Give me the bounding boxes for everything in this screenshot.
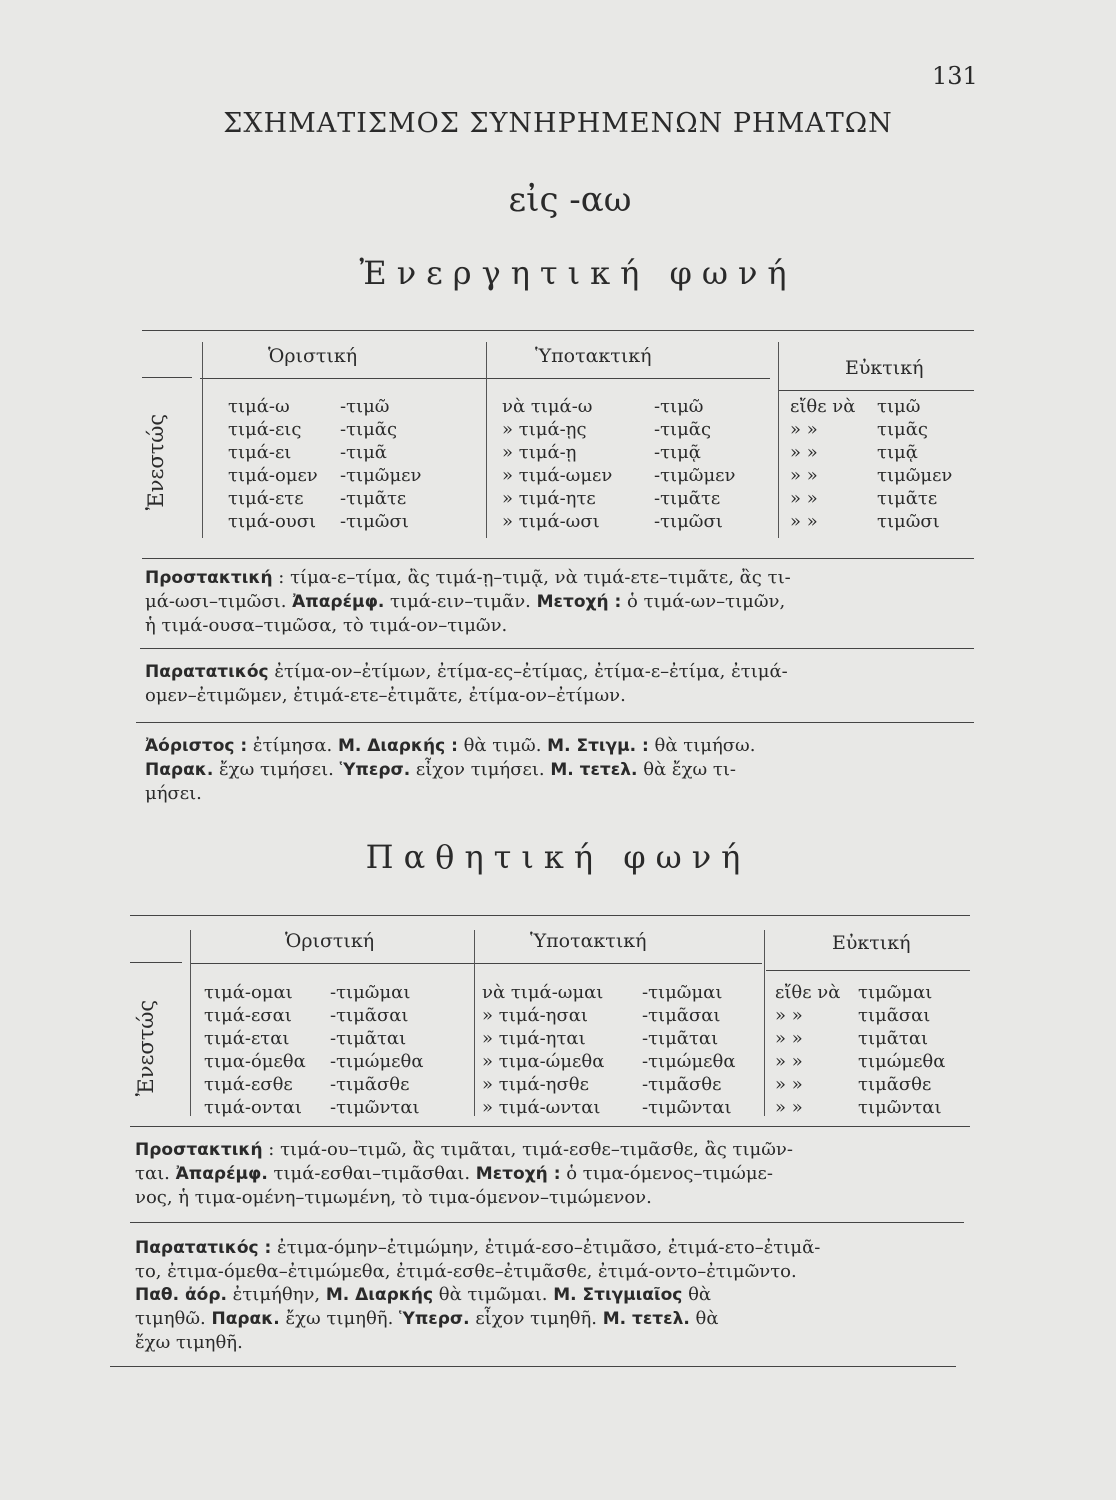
bold-term: Παρατατικός :	[135, 1238, 272, 1258]
active-row-2-opt-form: τιμᾶς	[877, 419, 928, 440]
a-p3-line-2	[145, 758, 755, 782]
text-segment: τιμηθῶ.	[135, 1308, 212, 1329]
passive-col-divider-2	[474, 930, 475, 1116]
bold-term: Ἀόριστος :	[145, 736, 248, 756]
passive-row-2-subj-contract: -τιμᾶσαι	[642, 1005, 721, 1026]
passive-row-6-subj-stem: » τιμά-ωνται	[482, 1097, 601, 1118]
bold-term: Ὑπερσ.	[339, 760, 411, 780]
text-segment: ὁ τιμα-όμενος–τιμώμε-	[560, 1163, 773, 1184]
active-rule-2	[136, 722, 974, 723]
active-row-1-opt-form: τιμῶ	[877, 396, 921, 417]
passive-row-2-opt-prefix: » »	[775, 1005, 803, 1026]
passive-row-6-ind-contract: -τιμῶνται	[330, 1097, 420, 1118]
passive-row-4-subj-contract: -τιμώμεθα	[642, 1051, 736, 1072]
bold-term: Ἀπαρέμφ.	[175, 1164, 268, 1184]
passive-row-5-ind-contract: -τιμᾶσθε	[330, 1074, 410, 1095]
active-row-1-opt-prefix: εἴθε νὰ	[790, 396, 856, 417]
active-row-3-ind-contract: -τιμᾶ	[340, 442, 387, 463]
text-segment: ἐτιμα-όμην–ἐτιμώμην, ἐτιμά-εσο–ἐτιμᾶσο, ἐτιμά-ετο–ἐτιμᾶ-	[271, 1237, 821, 1258]
passive-imperative-infinitive-participle	[135, 1138, 793, 1209]
passive-row-1-ind-stem: τιμά-ομαι	[204, 982, 293, 1003]
active-row-5-opt-prefix: » »	[790, 488, 818, 509]
passive-header-subjunctive: Ὑποτακτική	[530, 930, 647, 952]
bold-term: Παθ. ἀόρ.	[135, 1285, 227, 1305]
passive-header-rule-left	[130, 962, 182, 963]
text-segment: το, ἐτιμα-όμεθα–ἐτιμώμεθα, ἐτιμά-εσθε–ἐτιμᾶσθε, ἐτιμά-οντο–ἐτιμῶντο.	[135, 1261, 797, 1282]
passive-row-5-subj-stem: » τιμά-ησθε	[482, 1074, 589, 1095]
active-row-2-subj-contract: -τιμᾶς	[654, 419, 712, 440]
text-segment: τιμά-ειν–τιμᾶν.	[384, 591, 537, 612]
active-row-1-ind-stem: τιμά-ω	[228, 396, 290, 417]
active-row-1-subj-stem: νὰ τιμά-ω	[502, 396, 593, 417]
text-segment: θὰ ἔχω τι-	[637, 759, 736, 780]
bold-term: Μετοχή :	[475, 1164, 561, 1184]
active-header-optative: Εὐκτική	[845, 357, 924, 379]
active-row-3-opt-form: τιμᾷ	[877, 442, 918, 463]
passive-row-3-opt-form: τιμᾶται	[858, 1028, 929, 1049]
bold-term: Παρακ.	[211, 1309, 280, 1329]
passive-row-3-subj-contract: -τιμᾶται	[642, 1028, 719, 1049]
passive-header-indicative: Ὁριστική	[285, 930, 375, 952]
active-row-5-opt-form: τιμᾶτε	[877, 488, 938, 509]
active-row-4-ind-contract: -τιμῶμεν	[340, 465, 422, 486]
passive-col-divider-3	[764, 930, 765, 1116]
active-imperative-infinitive-participle	[145, 566, 791, 637]
bold-term: Παρακ.	[145, 760, 214, 780]
text-segment: ται.	[135, 1163, 176, 1184]
active-tense-label: Ἐνεστώς	[144, 413, 169, 511]
active-voice-title: Ἐνεργητική φωνή	[359, 254, 797, 292]
a-p3-line-3	[145, 782, 755, 805]
passive-imperfect-aorist-future	[135, 1236, 820, 1354]
passive-row-6-opt-prefix: » »	[775, 1097, 803, 1118]
active-row-3-opt-prefix: » »	[790, 442, 818, 463]
active-row-4-subj-stem: » τιμά-ωμεν	[502, 465, 613, 486]
passive-col-divider-1	[190, 930, 191, 1116]
bold-term: Ἀπαρέμφ.	[292, 592, 385, 612]
active-row-5-ind-stem: τιμά-ετε	[228, 488, 304, 509]
active-row-2-opt-prefix: » »	[790, 419, 818, 440]
active-row-4-subj-contract: -τιμῶμεν	[654, 465, 736, 486]
p-p1-line-2	[135, 1162, 793, 1186]
text-segment: ὁ τιμά-ων–τιμῶν,	[621, 591, 786, 612]
passive-tense-label: Ἐνεστώς	[134, 999, 159, 1097]
text-segment: ἐτιμήθην,	[226, 1284, 326, 1305]
p-p2-line-3	[135, 1283, 820, 1307]
text-segment: νος, ἡ τιμα-ομένη–τιμωμένη, τὸ τιμα-όμενον–τιμώμενον.	[135, 1187, 652, 1208]
passive-row-6-ind-stem: τιμά-ονται	[204, 1097, 302, 1118]
passive-row-1-opt-prefix: εἴθε νὰ	[775, 982, 841, 1003]
text-segment: ομεν–ἐτιμῶμεν, ἐτιμά-ετε–ἐτιμᾶτε, ἐτίμα-ον–ἐτίμων.	[145, 685, 626, 706]
text-segment: θὰ	[689, 1308, 719, 1329]
bold-term: Προστακτική	[135, 1140, 263, 1160]
verb-class-subtitle: εἰς -αω	[508, 180, 632, 220]
passive-header-optative: Εὐκτική	[832, 932, 911, 954]
active-row-3-subj-stem: » τιμά-ῃ	[502, 442, 577, 463]
text-segment: θὰ	[682, 1284, 712, 1305]
active-row-2-ind-stem: τιμά-εις	[228, 419, 302, 440]
passive-row-1-ind-contract: -τιμῶμαι	[330, 982, 411, 1003]
a-p1-line-2	[145, 590, 791, 614]
a-p2-line-1	[145, 660, 788, 684]
text-segment: εἶχον τιμηθῆ.	[469, 1308, 603, 1329]
bold-term: Μ. τετελ.	[550, 760, 638, 780]
p-p2-line-1	[135, 1236, 820, 1260]
a-p1-line-1	[145, 566, 791, 590]
passive-rule-end	[110, 1366, 956, 1367]
active-row-3-subj-contract: -τιμᾷ	[654, 442, 701, 463]
active-row-2-ind-contract: -τιμᾶς	[340, 419, 398, 440]
active-aorist-future-perfect	[145, 734, 755, 805]
passive-voice-title: Παθητική φωνή	[365, 838, 751, 876]
active-row-6-ind-stem: τιμά-ουσι	[228, 511, 317, 532]
passive-row-2-ind-contract: -τιμᾶσαι	[330, 1005, 409, 1026]
active-header-rule-left	[142, 377, 192, 378]
text-segment: θὰ τιμῶμαι.	[433, 1284, 554, 1305]
text-segment: μά-ωσι–τιμῶσι.	[145, 591, 293, 612]
passive-row-3-opt-prefix: » »	[775, 1028, 803, 1049]
bold-term: Μετοχή :	[536, 592, 622, 612]
active-row-4-opt-form: τιμῶμεν	[877, 465, 953, 486]
bold-term: Μ. Στιγμιαῖος	[553, 1285, 683, 1305]
text-segment: ἐτίμησα.	[247, 735, 338, 756]
active-row-4-opt-prefix: » »	[790, 465, 818, 486]
a-p3-line-1	[145, 734, 755, 758]
text-segment: θὰ τιμῶ.	[457, 735, 548, 756]
active-col-divider-3	[778, 342, 779, 538]
passive-row-2-opt-form: τιμᾶσαι	[858, 1005, 931, 1026]
text-segment: ἔχω τιμηθῆ.	[135, 1332, 243, 1353]
active-header-rule	[200, 378, 770, 379]
p-p2-line-5	[135, 1331, 820, 1354]
passive-row-6-opt-form: τιμῶνται	[858, 1097, 942, 1118]
text-segment: μήσει.	[145, 783, 202, 804]
text-segment: ἐτίμα-ον–ἐτίμων, ἐτίμα-ες–ἐτίμας, ἐτίμα-ε–ἐτίμα, ἐτιμά-	[268, 661, 788, 682]
active-row-6-subj-stem: » τιμά-ωσι	[502, 511, 600, 532]
passive-table-top-rule	[130, 915, 970, 916]
bold-term: Μ. Στιγμ. :	[547, 736, 649, 756]
passive-table-bottom-rule	[130, 1126, 970, 1127]
active-header-subjunctive: Ὑποτακτική	[535, 345, 652, 367]
passive-header-rule-optative	[766, 970, 970, 971]
bold-term: Μ. Διαρκής	[325, 1285, 434, 1305]
passive-row-3-ind-contract: -τιμᾶται	[330, 1028, 407, 1049]
active-header-indicative: Ὁριστική	[268, 345, 358, 367]
active-row-2-subj-stem: » τιμά-ῃς	[502, 419, 587, 440]
p-p1-line-3	[135, 1186, 793, 1209]
active-table-bottom-rule	[142, 558, 974, 559]
passive-row-4-subj-stem: » τιμα-ώμεθα	[482, 1051, 605, 1072]
text-segment: : τιμά-ου–τιμῶ, ἂς τιμᾶται, τιμά-εσθε–τιμᾶσθε, ἂς τιμῶν-	[262, 1139, 793, 1160]
passive-row-4-ind-contract: -τιμώμεθα	[330, 1051, 424, 1072]
passive-row-4-ind-stem: τιμα-όμεθα	[204, 1051, 306, 1072]
active-col-divider-2	[486, 342, 487, 538]
passive-row-1-opt-form: τιμῶμαι	[858, 982, 933, 1003]
active-row-6-subj-contract: -τιμῶσι	[654, 511, 723, 532]
passive-row-1-subj-contract: -τιμῶμαι	[642, 982, 723, 1003]
text-segment: : τίμα-ε–τίμα, ἂς τιμά-ῃ–τιμᾷ, νὰ τιμά-ετε–τιμᾶτε, ἂς τι-	[272, 567, 791, 588]
active-row-4-ind-stem: τιμά-ομεν	[228, 465, 318, 486]
p-p1-line-1	[135, 1138, 793, 1162]
passive-row-2-ind-stem: τιμά-εσαι	[204, 1005, 292, 1026]
active-row-5-ind-contract: -τιμᾶτε	[340, 488, 407, 509]
page-number: 131	[932, 62, 978, 90]
passive-row-1-subj-stem: νὰ τιμά-ωμαι	[482, 982, 604, 1003]
active-row-6-opt-prefix: » »	[790, 511, 818, 532]
a-p2-line-2	[145, 684, 788, 707]
passive-row-3-subj-stem: » τιμά-ηται	[482, 1028, 586, 1049]
active-row-1-subj-contract: -τιμῶ	[654, 396, 704, 417]
active-imperfect	[145, 660, 788, 707]
passive-row-4-opt-form: τιμώμεθα	[858, 1051, 946, 1072]
passive-row-5-subj-contract: -τιμᾶσθε	[642, 1074, 722, 1095]
a-p1-line-3	[145, 614, 791, 637]
passive-row-6-subj-contract: -τιμῶνται	[642, 1097, 732, 1118]
bold-term: Ὑπερσ.	[399, 1309, 470, 1329]
bold-term: Προστακτική	[145, 568, 273, 588]
active-table-top-rule	[142, 330, 974, 331]
text-segment: θὰ τιμήσω.	[648, 735, 756, 756]
passive-row-5-ind-stem: τιμά-εσθε	[204, 1074, 293, 1095]
text-segment: τιμά-εσθαι–τιμᾶσθαι.	[267, 1163, 476, 1184]
bold-term: Μ. Διαρκής :	[337, 736, 458, 756]
passive-row-3-ind-stem: τιμά-εται	[204, 1028, 290, 1049]
active-row-1-ind-contract: -τιμῶ	[340, 396, 390, 417]
page-title: ΣΧΗΜΑΤΙΣΜΟΣ ΣΥΝΗΡΗΜΕΝΩΝ ΡΗΜΑΤΩΝ	[223, 108, 893, 139]
active-header-rule-optative	[778, 390, 974, 391]
p-p2-line-2	[135, 1260, 820, 1283]
p-p2-line-4	[135, 1307, 820, 1331]
active-row-3-ind-stem: τιμά-ει	[228, 442, 292, 463]
active-row-5-subj-stem: » τιμά-ητε	[502, 488, 596, 509]
text-segment: ἔχω τιμηθῆ.	[279, 1308, 400, 1329]
text-segment: ἡ τιμά-ουσα–τιμῶσα, τὸ τιμά-ον–τιμῶν.	[145, 615, 508, 636]
passive-header-rule	[190, 963, 762, 964]
passive-row-5-opt-prefix: » »	[775, 1074, 803, 1095]
text-segment: εἶχον τιμήσει.	[410, 759, 551, 780]
active-row-6-opt-form: τιμῶσι	[877, 511, 940, 532]
passive-row-2-subj-stem: » τιμά-ησαι	[482, 1005, 588, 1026]
active-rule-1	[140, 648, 974, 649]
bold-term: Παρατατικός	[145, 662, 269, 682]
bold-term: Μ. τετελ.	[602, 1309, 690, 1329]
passive-rule-1	[130, 1222, 964, 1223]
active-row-5-subj-contract: -τιμᾶτε	[654, 488, 721, 509]
passive-row-4-opt-prefix: » »	[775, 1051, 803, 1072]
text-segment: ἔχω τιμήσει.	[213, 759, 340, 780]
passive-row-5-opt-form: τιμᾶσθε	[858, 1074, 932, 1095]
active-row-6-ind-contract: -τιμῶσι	[340, 511, 409, 532]
active-col-divider-1	[202, 342, 203, 538]
